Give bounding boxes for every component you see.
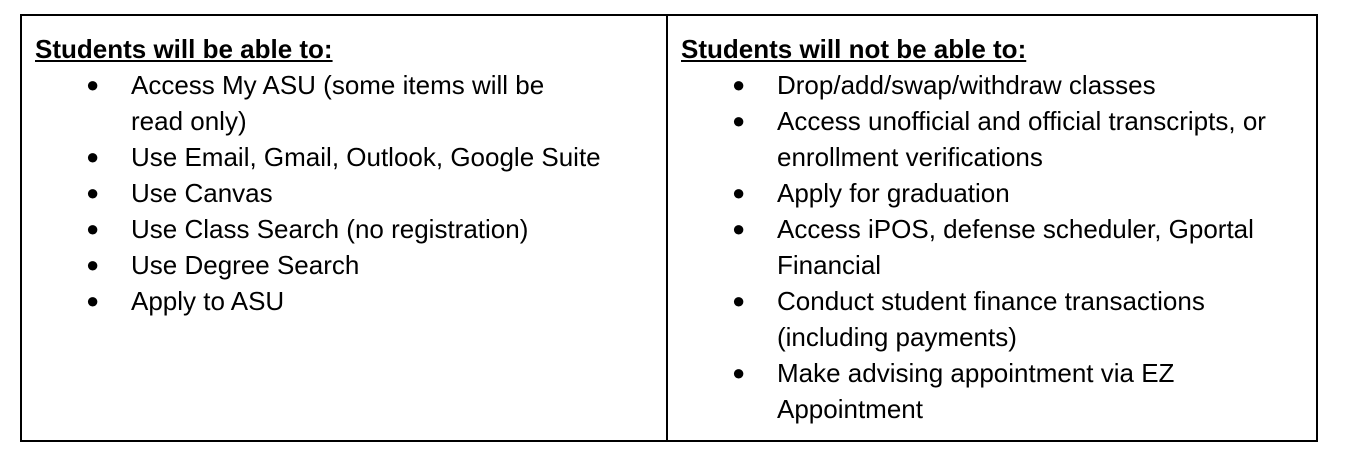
able-heading: Students will be able to: [35, 34, 333, 64]
list-item [35, 175, 601, 211]
list-item-text: Access unofficial and official transcripts, or enrollment verifications [777, 106, 1266, 172]
list-item-text: Make advising appointment via EZ Appointment [777, 358, 1175, 424]
bullet-icon: ● [86, 144, 100, 169]
list-item [35, 283, 601, 319]
bullet-icon: ● [732, 288, 746, 313]
list-item [681, 67, 1297, 103]
list-item [35, 211, 601, 247]
bullet-icon: ● [732, 180, 746, 205]
bullet-icon: ● [86, 72, 100, 97]
bullet-icon: ● [732, 216, 746, 241]
list-item-text: Access My ASU (some items will be read only) [131, 70, 545, 136]
list-item-text: Access iPOS, defense scheduler, Gportal Financial [777, 214, 1254, 280]
able-list [35, 67, 666, 319]
list-item [681, 211, 1297, 283]
bullet-icon: ● [86, 288, 100, 313]
list-item [681, 175, 1297, 211]
list-item [681, 103, 1297, 175]
bullet-icon: ● [732, 360, 746, 385]
list-item-text: Drop/add/swap/withdraw classes [777, 70, 1156, 100]
list-item-text: Use Email, Gmail, Outlook, Google Suite [131, 142, 601, 172]
list-item-text: Use Degree Search [131, 250, 360, 280]
list-item-text: Conduct student finance transactions (including payments) [777, 286, 1205, 352]
list-item [35, 139, 601, 175]
able-column [22, 16, 668, 440]
bullet-icon: ● [732, 72, 746, 97]
bullet-icon: ● [86, 216, 100, 241]
comparison-table [20, 14, 1318, 442]
bullet-icon: ● [86, 180, 100, 205]
list-item-text: Apply to ASU [131, 286, 285, 316]
list-item-text: Apply for graduation [777, 178, 1010, 208]
list-item-text: Use Canvas [131, 178, 273, 208]
list-item [35, 67, 601, 139]
not-able-column [668, 16, 1316, 440]
not-able-heading: Students will not be able to: [681, 34, 1027, 64]
list-item-text: Use Class Search (no registration) [131, 214, 529, 244]
not-able-list [681, 67, 1316, 427]
list-item [681, 355, 1297, 427]
bullet-icon: ● [732, 108, 746, 133]
bullet-icon: ● [86, 252, 100, 277]
list-item [35, 247, 601, 283]
list-item [681, 283, 1297, 355]
